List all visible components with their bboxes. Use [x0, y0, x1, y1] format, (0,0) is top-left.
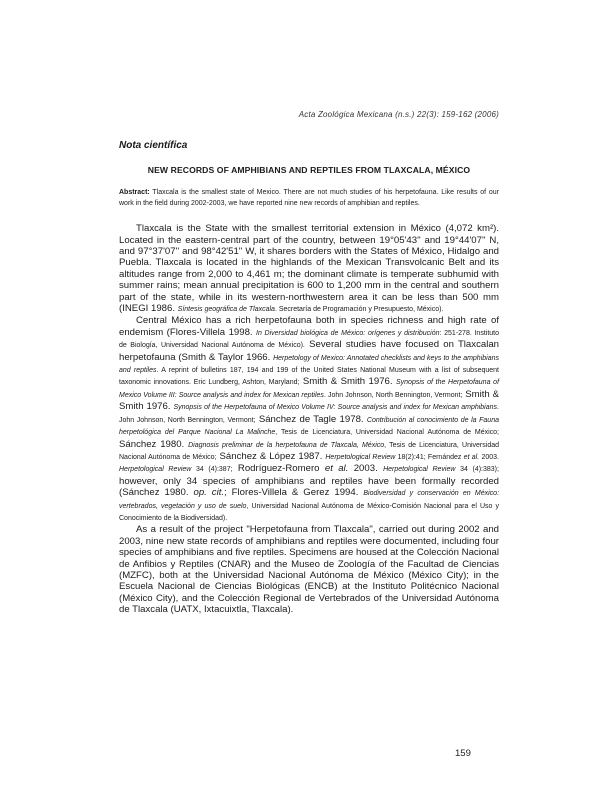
p2-text: Sánchez 1980. — [119, 438, 189, 450]
page-body — [119, 110, 499, 616]
p2-et-al: et al. — [324, 463, 349, 475]
paragraph-1 — [119, 223, 499, 315]
p2-ref-italic: Herpetological Review — [325, 453, 396, 461]
paragraph-2 — [119, 315, 499, 524]
p2-ref-small: . A reprint of bulletins 187, 194 and 199 of the United States National Museum with a list of subsequent taxonomic innovations. Eric Lundberg, Ashton, Maryland; — [119, 367, 499, 387]
p2-text-a: Central México has a rich herpetofauna both in species richness and high rate of endemism (Flores-Villela 1998. — [119, 315, 499, 338]
p2-ref-small: , Tesis de Licenciatura, Universidad Nacional Autónoma de México; — [275, 429, 499, 437]
p2-ref-italic: Diagnosis preliminar de la herpetofauna de Tlaxcala, México — [188, 441, 385, 449]
p2-ref-small: 2003. — [479, 453, 499, 461]
p2-ref-italic: Herpetological Review — [119, 466, 192, 474]
p2-ref-italic: Contribución al conocimiento de la Fauna herpetológica del Parque Nacional La Malinche — [119, 416, 499, 437]
p2-ref-italic: Herpetology of Mexico: Annotated checklists and keys to the amphibians and reptiles — [119, 354, 499, 375]
journal-citation: Acta Zoológica Mexicana (n.s.) 22(3): 159-162 (2006) — [298, 110, 499, 119]
p2-ref-small: . John Johnson, North Bennington, Vermont; — [119, 404, 499, 424]
p2-ref-italic: Herpetological Review — [383, 466, 456, 474]
p2-text: Smith & Smith 1976. — [299, 376, 396, 388]
page-number: 159 — [455, 748, 471, 759]
abstract-text: Tlaxcala is the smallest state of Mexico. There are not much studies of his herpetofauna. Like results of our work in the field during 2002-2003, we have reported nine new records of amphibian and reptiles. — [119, 189, 499, 207]
p2-ref-small: : 251-278. Instituto de Biología, Universidad Nacional Autónoma de México). — [119, 329, 499, 350]
p2-text: 2003. — [348, 463, 384, 475]
p2-ref-small: 18(2):41; Fernández — [395, 453, 464, 461]
p1-text: Tlaxcala is the State with the smallest territorial extension in México (4,072 km²). Located in the eastern-central part of the country, between 19°05'43'' and 19°44'07'' N, and 97°37'07'' and 98°42'51'' W, it shares borders with the States of México, Hidalgo and Puebla. Tlaxcala is located in the highlands of the Mexican Transvolcanic Belt and its altitudes range from 2,000 to 4,461 m; the dominant climate is temperate subhumid with summer rains; mean annual precipitation is 600 to 1,200 mm in the central and southern part of the state, while in its western-northwestern area it can be less than 500 mm (INEGI 1986. — [119, 223, 499, 315]
p2-op-cit: op. cit. — [193, 487, 225, 499]
p2-text: Several studies have focused on Tlaxcalan herpetofauna (Smith & Taylor 1966. — [119, 339, 499, 363]
p1-citation-title: Síntesis geográfica de Tlaxcala — [177, 306, 275, 314]
p2-ref-small: , Universidad Nacional Autónoma de México-Comisión Nacional para el Uso y Conocimiento de la Biodiversidad). — [119, 502, 499, 522]
p2-text: Smith & Smith 1976. — [119, 388, 499, 413]
p2-ref-italic: Synopsis of the Herpetofauna of Mexico Volume III: Source analysis and index for Mexican reptiles — [119, 379, 500, 399]
p2-ref-italic: In Diversidad biológica de México: orígenes y distribución — [256, 329, 440, 337]
p2-ref-italic: et al. — [463, 453, 480, 461]
p2-text: Sánchez & López 1987. — [216, 450, 326, 462]
abstract — [119, 188, 499, 209]
article-title: NEW RECORDS OF AMPHIBIANS AND REPTILES FROM TLAXCALA, MÉXICO — [147, 165, 471, 175]
paragraph-3: As a result of the project "Herpetofauna from Tlaxcala", carried out during 2002 and 2003, nine new state records of amphibians and reptiles were documented, including four species of amphibians and five reptiles. Specimens are housed at the Colección Nacional de Anfibios y Reptiles (CNAR) and the Museo de Zoología of the Facultad de Ciencias (MZFC), both at the Universidad Nacional Autónoma de México (México City); in the Escuela Nacional de Ciencias Biológicas (ENCB) at the Instituto Politécnico Nacional (México City), and the Colección Regional de Vertebrados of the Universidad Autónoma de Tlaxcala (UATX, Ixtacuixtla, Tlaxcala). — [119, 524, 499, 616]
p2-ref-small: 34 (4):387; — [191, 466, 233, 474]
p2-ref-small: , Tesis de Licenciatura, Universidad Nacional Autónoma de México; — [119, 441, 499, 461]
p1-citation-source: . Secretaría de Programación y Presupuesto, México). — [274, 306, 444, 314]
p2-text: Sánchez de Tagle 1978. — [255, 413, 367, 425]
p2-text: ; Flores-Villela & Gerez 1994. — [224, 487, 364, 499]
p2-ref-small: . John Johnson, North Bennington, Vermont; — [323, 391, 463, 399]
p2-ref-small: 34 (4):383); — [455, 466, 499, 474]
section-label: Nota científica — [119, 140, 188, 151]
p2-ref-italic: Synopsis of the Herpetofauna of Mexico Volume IV: Source analysis and index for Mexican amphibians — [173, 404, 498, 412]
abstract-label: Abstract: — [119, 189, 150, 196]
p2-ref-italic: Biodiversidad y conservación en México: vertebrados, vegetación y uso de suelo — [119, 490, 500, 510]
p2-text: Rodríguez-Romero — [232, 463, 325, 475]
p2-text: however, only 34 species of amphibians and reptiles have been formally recorded (Sánchez 1980. — [119, 475, 499, 499]
